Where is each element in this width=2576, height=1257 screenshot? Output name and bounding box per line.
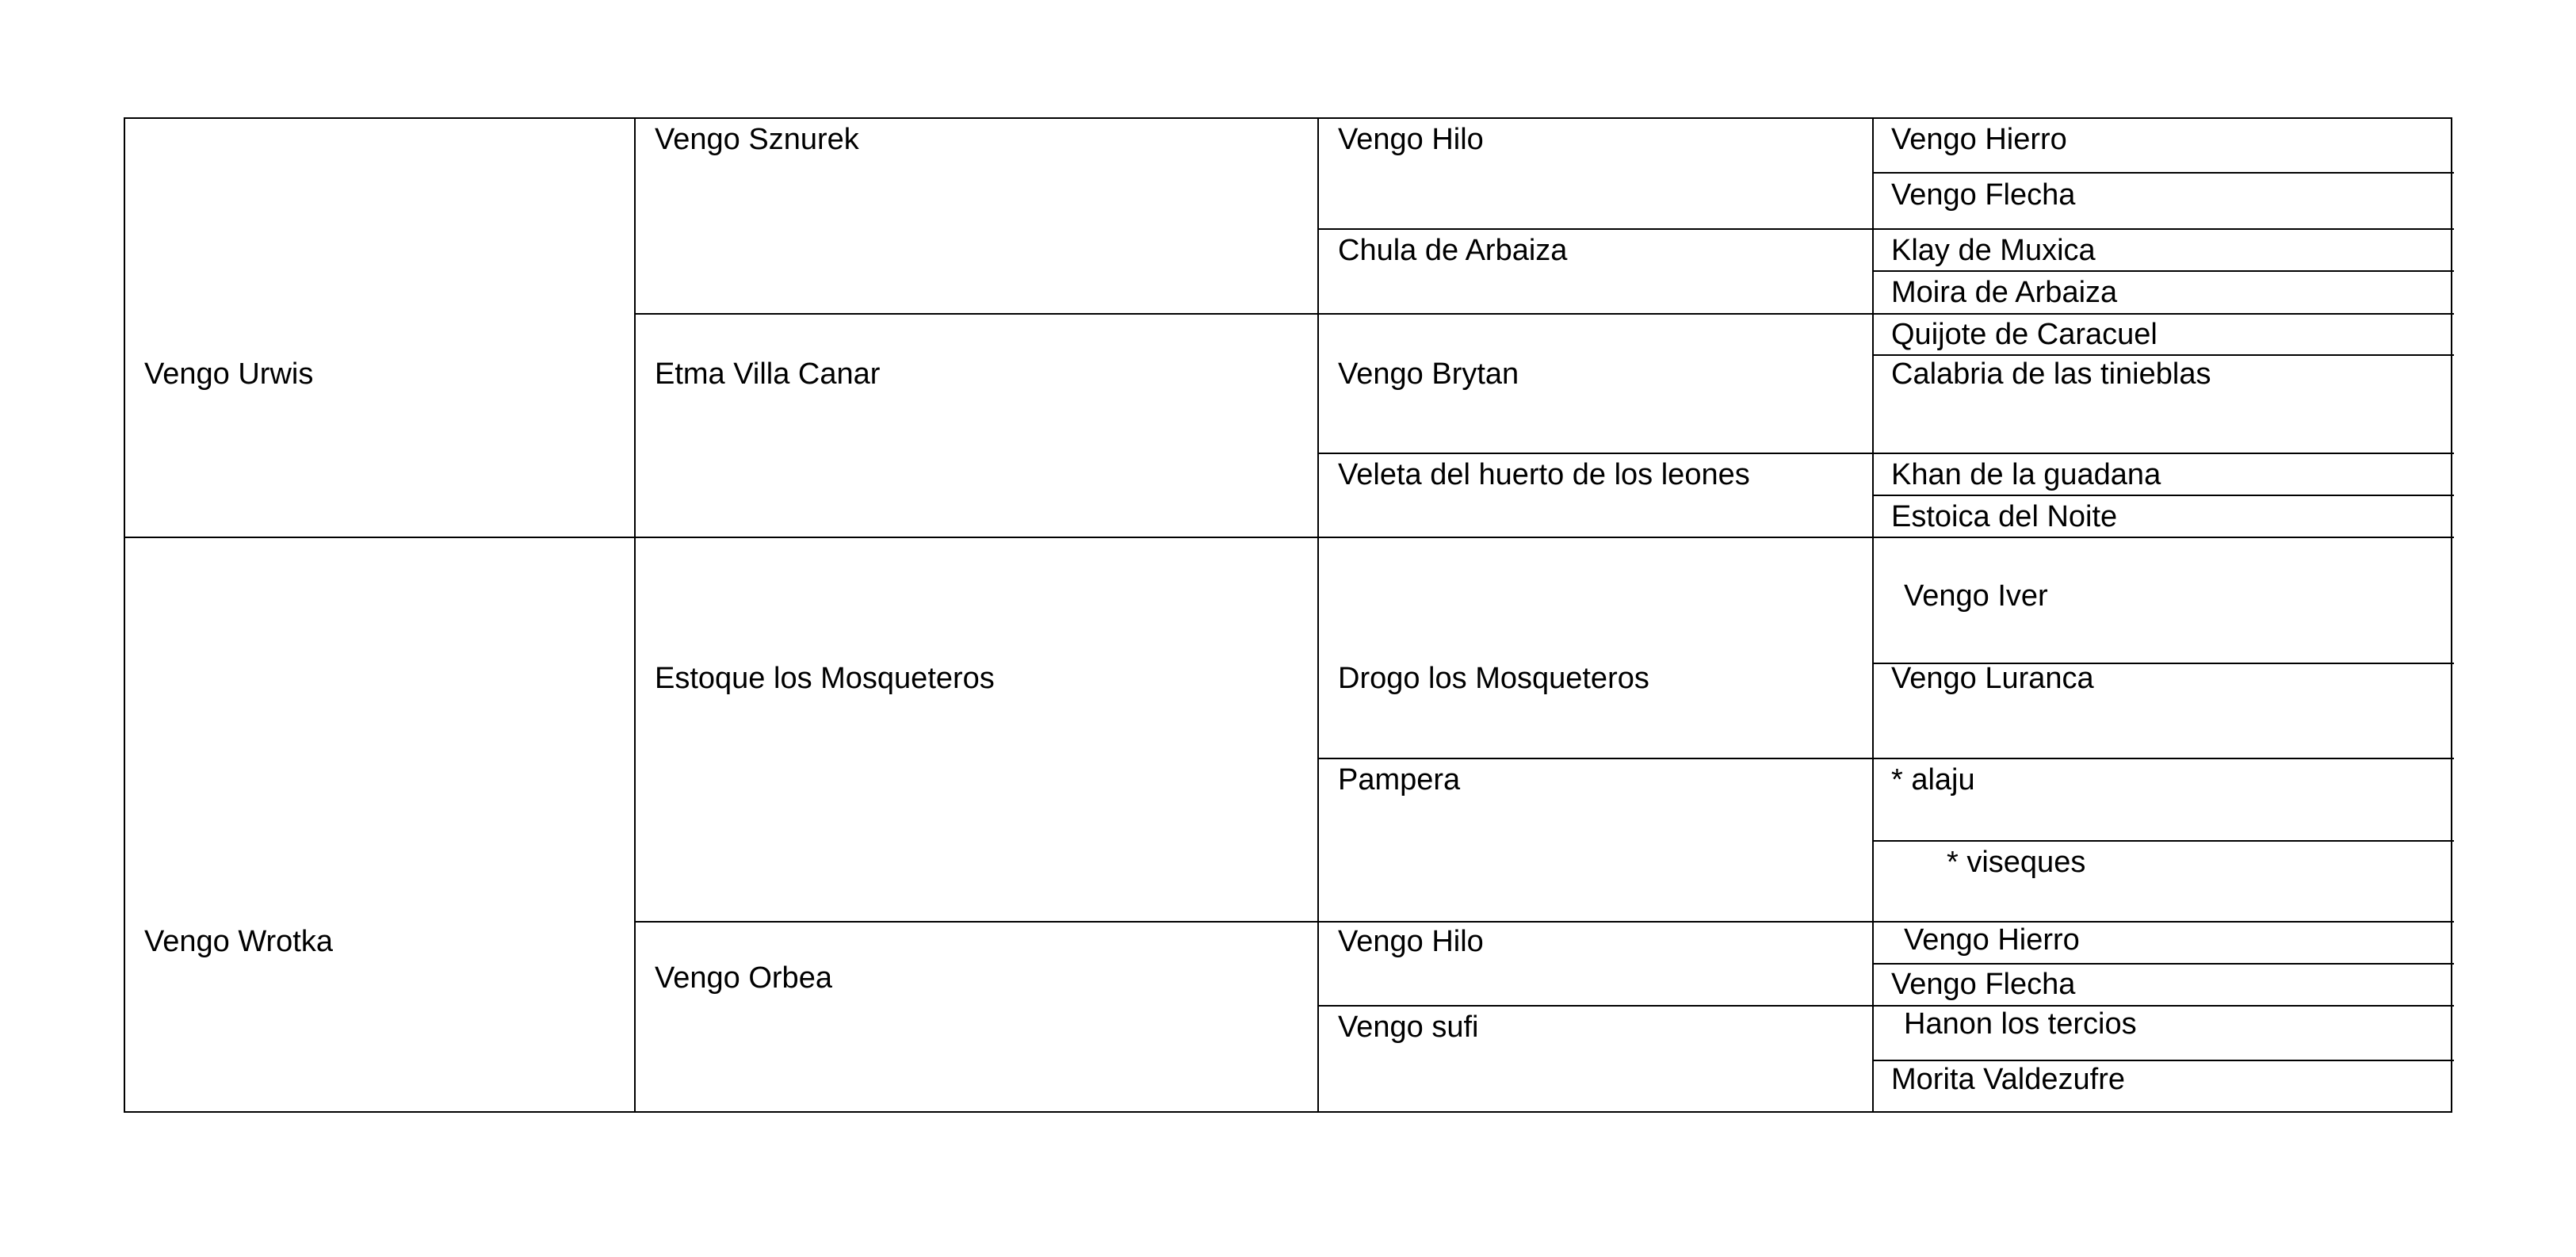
pedigree-cell-gen2: Vengo Orbea xyxy=(655,961,832,995)
pedigree-cell-gen4: * viseques xyxy=(1947,846,2086,879)
row-divider xyxy=(125,537,2454,538)
pedigree-cell-gen3: Vengo Hilo xyxy=(1338,123,1484,156)
row-divider xyxy=(1317,228,2454,230)
pedigree-cell-gen4: Vengo Hierro xyxy=(1904,923,2080,957)
row-divider xyxy=(634,921,2454,923)
row-divider xyxy=(1872,172,2454,174)
pedigree-cell-gen4: Estoica del Noite xyxy=(1891,500,2118,533)
row-divider xyxy=(1317,758,2454,759)
row-divider xyxy=(1317,1005,2454,1007)
pedigree-cell-gen2: Estoque los Mosqueteros xyxy=(655,662,995,695)
pedigree-cell-gen2: Vengo Sznurek xyxy=(655,123,859,156)
row-divider xyxy=(1317,453,2454,454)
row-divider xyxy=(634,313,2454,315)
pedigree-cell-gen3: Vengo sufi xyxy=(1338,1011,1479,1044)
row-divider xyxy=(1872,354,2454,356)
pedigree-cell-gen4: Moira de Arbaiza xyxy=(1891,276,2118,309)
pedigree-cell-gen4: Quijote de Caracuel xyxy=(1891,318,2157,351)
pedigree-cell-gen4: Calabria de las tinieblas xyxy=(1891,357,2211,391)
pedigree-cell-gen3: Chula de Arbaiza xyxy=(1338,234,1568,267)
pedigree-cell-gen4: Vengo Iver xyxy=(1904,579,2048,613)
row-divider xyxy=(1872,1060,2454,1061)
pedigree-cell-gen1: Vengo Wrotka xyxy=(144,925,334,958)
pedigree-cell-gen4: Klay de Muxica xyxy=(1891,234,2096,267)
row-divider xyxy=(1872,840,2454,842)
pedigree-cell-gen3: Vengo Brytan xyxy=(1338,357,1519,391)
column-divider xyxy=(634,119,636,1111)
pedigree-cell-gen4: Vengo Flecha xyxy=(1891,178,2076,212)
pedigree-cell-gen3: Veleta del huerto de los leones xyxy=(1338,458,1750,491)
pedigree-cell-gen4: Vengo Hierro xyxy=(1891,123,2067,156)
pedigree-cell-gen3: Pampera xyxy=(1338,763,1461,797)
pedigree-cell-gen4: Vengo Luranca xyxy=(1891,662,2094,695)
pedigree-cell-gen4: Hanon los tercios xyxy=(1904,1007,2137,1041)
pedigree-cell-gen2: Etma Villa Canar xyxy=(655,357,881,391)
column-divider xyxy=(1317,119,1319,1111)
pedigree-cell-gen4: Khan de la guadana xyxy=(1891,458,2161,491)
pedigree-cell-gen4: Vengo Flecha xyxy=(1891,968,2076,1001)
pedigree-cell-gen4: Morita Valdezufre xyxy=(1891,1063,2125,1096)
row-divider xyxy=(1872,495,2454,496)
pedigree-cell-gen1: Vengo Urwis xyxy=(144,357,314,391)
pedigree-cell-gen4: * alaju xyxy=(1891,763,1975,797)
pedigree-cell-gen3: Drogo los Mosqueteros xyxy=(1338,662,1649,695)
row-divider xyxy=(1872,963,2454,965)
pedigree-table xyxy=(124,117,2452,1113)
pedigree-cell-gen3: Vengo Hilo xyxy=(1338,925,1484,958)
row-divider xyxy=(1872,270,2454,272)
